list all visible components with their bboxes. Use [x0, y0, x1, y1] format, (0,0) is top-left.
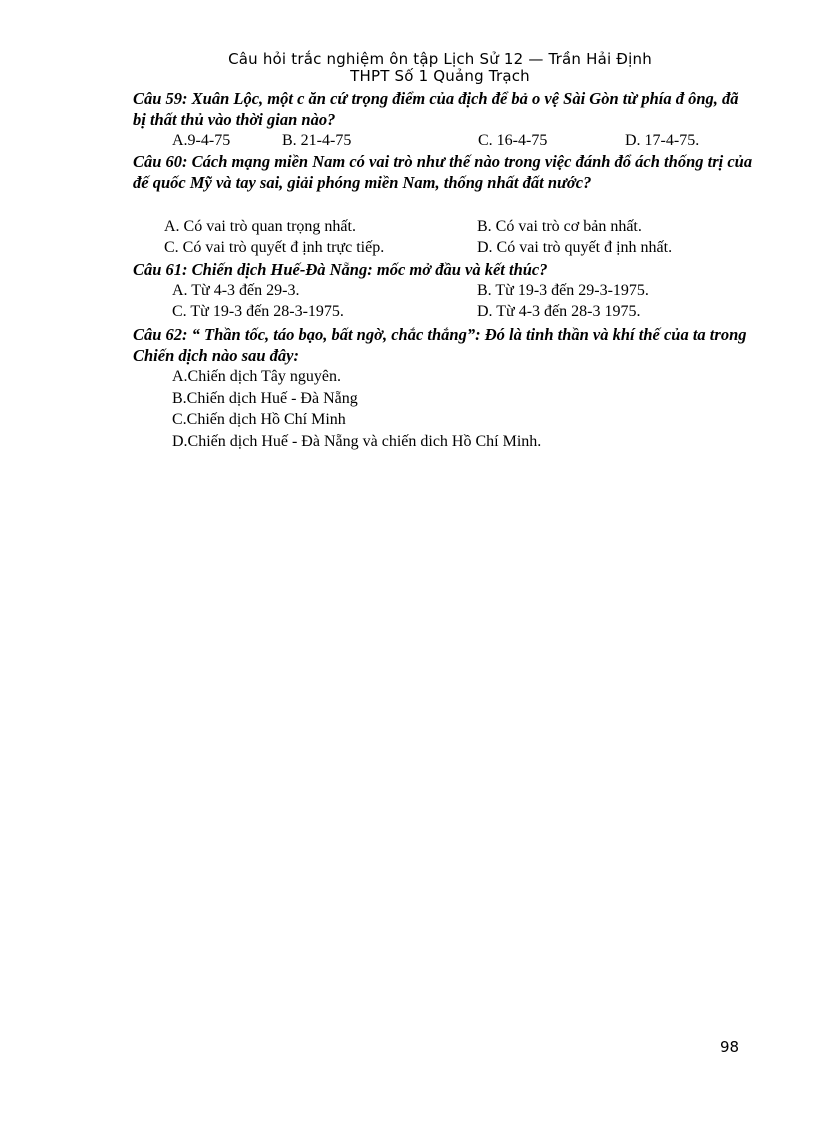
q62-option-c: C.Chiến dịch Hồ Chí Minh [172, 411, 346, 428]
q61-option-c: C. Từ 19-3 đến 28-3-1975. [172, 303, 344, 320]
question-61: Câu 61: Chiến dịch Huế-Đà Nẵng: mốc mở đầu và kết thúc? [133, 260, 548, 279]
header-title: Câu hỏi trắc nghiệm ôn tập Lịch Sử 12 — Trần Hải Định [228, 50, 652, 68]
q60-option-a: A. Có vai trò quan trọng nhất. [164, 218, 356, 235]
q61-option-b: B. Từ 19-3 đến 29-3-1975. [477, 282, 649, 299]
q60-option-b: B. Có vai trò cơ bản nhất. [477, 218, 642, 235]
q59-option-d: D. 17-4-75. [625, 132, 700, 149]
q60-option-c: C. Có vai trò quyết đ ịnh trực tiếp. [164, 239, 385, 256]
q59-option-a: A.9-4-75 [172, 132, 231, 149]
q62-option-b: B.Chiến dịch Huế - Đà Nẵng [172, 390, 358, 407]
q62-option-a: A.Chiến dịch Tây nguyên. [172, 368, 342, 385]
question-60: Câu 60: Cách mạng miền Nam có vai trò như thế nào trong việc đánh đổ ách thống trị của đế quốc Mỹ và tay sai, giải phóng miền Nam, thống nhất đất nước? [133, 152, 753, 192]
page-number: 98 [720, 1038, 740, 1056]
q60-option-d: D. Có vai trò quyết đ ịnh nhất. [477, 239, 673, 256]
question-62: Câu 62: “ Thần tốc, táo bạo, bất ngờ, chắc thắng”: Đó là tinh thần và khí thế của ta trong Chiến dịch nào sau đây: [133, 325, 747, 365]
q61-option-d: D. Từ 4-3 đến 28-3 1975. [477, 303, 641, 320]
header-school: THPT Số 1 Quảng Trạch [350, 67, 530, 85]
q61-option-a: A. Từ 4-3 đến 29-3. [172, 282, 300, 299]
q59-option-b: B. 21-4-75 [282, 132, 352, 149]
q62-option-d: D.Chiến dịch Huế - Đà Nẵng và chiến dich Hồ Chí Minh. [172, 433, 542, 450]
question-59: Câu 59: Xuân Lộc, một c ăn cứ trọng điểm của địch để bả o vệ Sài Gòn từ phía đ ông, đã bị thất thủ vào thời gian nào? [133, 89, 739, 129]
q59-option-c: C. 16-4-75 [478, 132, 548, 149]
